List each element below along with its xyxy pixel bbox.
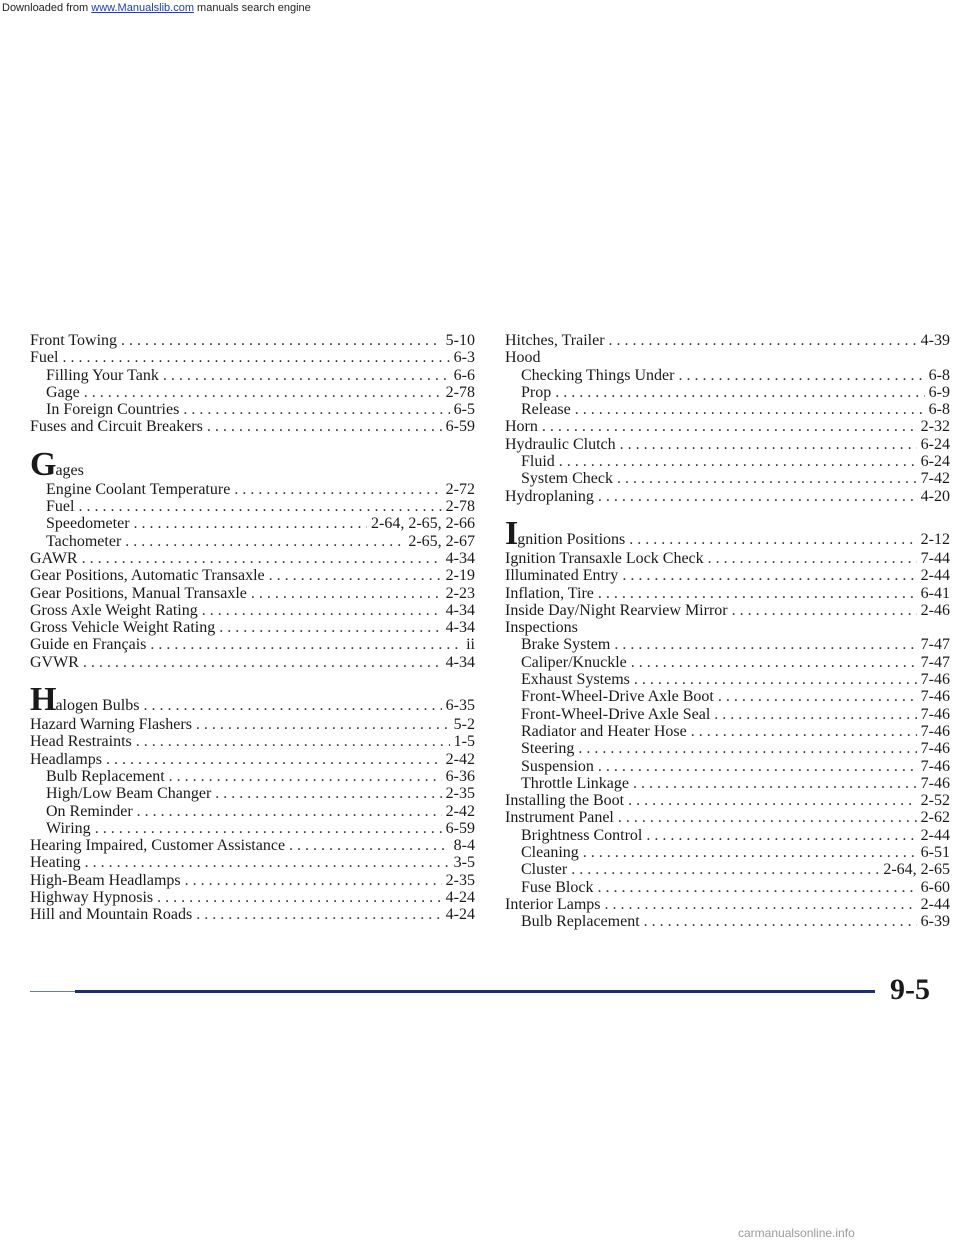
index-entry [505, 567, 950, 584]
leader-dots [202, 602, 442, 619]
index-subentry [505, 913, 950, 930]
index-entry-page: 7-42 [920, 470, 950, 488]
index-entry-page: 2-44 [920, 895, 950, 913]
index-entry-page: 6-36 [445, 767, 475, 785]
index-entry-label: Hydraulic Clutch [505, 435, 616, 453]
leader-dots [157, 889, 442, 906]
index-entry-page: 5-10 [445, 332, 475, 349]
index-entry-label: Installing the Boot [505, 792, 625, 810]
index-letter-h [30, 681, 475, 719]
leader-dots [598, 758, 917, 775]
leader-dots [251, 585, 442, 602]
index-subentry [505, 470, 950, 487]
index-entry [30, 654, 475, 671]
index-entry-page: 2-64, 2-65, 2-66 [371, 515, 475, 533]
index-entry-page: 1-5 [453, 733, 475, 751]
index-entry-page: 7-47 [920, 636, 950, 654]
index-entry-label: Radiator and Heater Hose [521, 722, 687, 740]
index-entry [30, 837, 475, 854]
leader-dots [605, 896, 917, 913]
index-group-h-continued [505, 332, 950, 505]
index-entry-page: 2-52 [920, 792, 950, 810]
index-subentry [505, 367, 950, 384]
leader-dots [629, 531, 916, 549]
index-entry-page: 7-46 [920, 688, 950, 706]
index-letter-i [505, 514, 950, 552]
leader-dots [136, 733, 450, 750]
index-entry-label: Inspections [505, 619, 578, 637]
leader-dots [628, 792, 917, 809]
leader-dots [708, 550, 917, 567]
index-entry-page: 2-42 [445, 802, 475, 820]
index-entry-label: Hearing Impaired, Customer Assistance [30, 837, 286, 855]
index-entry-page: 2-72 [445, 480, 475, 498]
index-entry-label: Hydroplaning [505, 487, 594, 505]
leader-dots [85, 854, 450, 871]
index-entry-label: Gross Axle Weight Rating [30, 601, 198, 619]
index-entry-page: 3-5 [453, 854, 475, 872]
leader-dots [598, 488, 917, 505]
download-banner [0, 0, 960, 16]
leader-dots [82, 550, 442, 567]
index-entry-label: Cleaning [521, 844, 579, 862]
leader-dots [215, 785, 441, 802]
index-entry-page: 2-12 [920, 530, 950, 548]
index-entry-page: 6-6 [453, 366, 475, 384]
index-entry-page: 2-35 [445, 871, 475, 889]
index-entry-label: GVWR [30, 653, 79, 671]
index-entry-page: 2-35 [445, 785, 475, 803]
index-entry-page: 2-78 [445, 383, 475, 401]
leader-dots [617, 470, 917, 487]
index-entry-label: gnition Positions [517, 530, 626, 548]
index-entry-page: 7-47 [920, 653, 950, 671]
index-entry-label: On Reminder [46, 802, 133, 820]
index-entry-page: 2-32 [920, 418, 950, 436]
leader-dots [618, 809, 917, 826]
index-letter-g [30, 445, 475, 483]
index-entry [30, 602, 475, 619]
index-entry-label: Cluster [521, 861, 568, 879]
index-entry [30, 349, 475, 366]
index-entry-label: Gross Vehicle Weight Rating [30, 619, 216, 637]
index-entry [505, 488, 950, 505]
leader-dots [196, 906, 441, 923]
index-entry-page: 7-44 [920, 549, 950, 567]
index-subentry [30, 533, 475, 550]
drop-letter-g: G [30, 445, 56, 483]
leader-dots [622, 567, 916, 584]
index-entry [505, 585, 950, 602]
index-subentry [505, 861, 950, 878]
index-entry [30, 751, 475, 768]
index-entry-label: Hitches, Trailer [505, 332, 605, 349]
leader-dots [578, 740, 916, 757]
index-entry-label: High-Beam Headlamps [30, 871, 181, 889]
index-entry [505, 332, 950, 349]
index-subentry [30, 768, 475, 785]
index-subentry [505, 636, 950, 653]
index-entry-page: 6-24 [920, 453, 950, 471]
index-entry-page: 6-60 [920, 878, 950, 896]
index-entry [505, 792, 950, 809]
leader-dots [691, 723, 917, 740]
index-entry [505, 349, 950, 366]
index-entry-label: Fuses and Circuit Breakers [30, 418, 203, 436]
index-column-right [505, 332, 950, 931]
index-entry-label: Heating [30, 854, 81, 872]
index-entry [30, 619, 475, 636]
index-entry-label: Inside Day/Night Rearview Mirror [505, 601, 728, 619]
index-entry-page: 2-65, 2-67 [408, 532, 475, 550]
index-entry-page: 2-44 [920, 567, 950, 585]
index-entry-page: 7-46 [920, 740, 950, 758]
index-entry [30, 733, 475, 750]
index-entry-page: 4-34 [445, 601, 475, 619]
leader-dots [106, 751, 442, 768]
index-entry [30, 636, 475, 653]
index-entry [30, 567, 475, 584]
index-entry-page: 6-8 [928, 366, 950, 384]
index-entry-label: Fuse Block [521, 878, 594, 896]
leader-dots [718, 688, 917, 705]
index-entry-label: Engine Coolant Temperature [46, 480, 231, 498]
leader-dots [583, 844, 917, 861]
index-subentry [30, 481, 475, 498]
index-entry-label: Interior Lamps [505, 895, 601, 913]
index-entry-label: Gear Positions, Manual Transaxle [30, 584, 247, 602]
index-entry [30, 854, 475, 871]
index-entry-label: Illuminated Entry [505, 567, 619, 585]
banner-prefix: Downloaded from [2, 2, 92, 14]
leader-dots [84, 384, 442, 401]
index-entry-page: 6-59 [445, 418, 475, 436]
index-entry-page: 4-34 [445, 653, 475, 671]
index-entry-label: High/Low Beam Changer [46, 785, 212, 803]
index-entry-page: 4-20 [920, 487, 950, 505]
index-entry-page: 7-46 [920, 774, 950, 792]
leader-dots [234, 481, 441, 498]
leader-dots [78, 498, 441, 515]
index-entry-page: 4-24 [445, 889, 475, 907]
index-subentry [505, 723, 950, 740]
index-entry-page: 7-46 [920, 722, 950, 740]
leader-dots [219, 619, 441, 636]
index-subentry [505, 844, 950, 861]
leader-dots [732, 602, 917, 619]
index-entry-page: 6-8 [928, 401, 950, 419]
index-subentry [505, 688, 950, 705]
index-entry-label: System Check [521, 470, 613, 488]
leader-dots [183, 401, 449, 418]
index-entry-page: 6-3 [453, 349, 475, 367]
index-subentry [505, 384, 950, 401]
index-entry-label: Front Towing [30, 332, 118, 349]
index-entry-page: 6-5 [453, 401, 475, 419]
index-entry-label: Filling Your Tank [46, 366, 159, 384]
index-subentry [30, 803, 475, 820]
index-entry [30, 418, 475, 435]
leader-dots [714, 706, 916, 723]
index-subentry [505, 740, 950, 757]
index-entry-page: 8-4 [453, 837, 475, 855]
index-entry [505, 418, 950, 435]
index-entry-label: Brake System [521, 636, 611, 654]
index-entry [505, 550, 950, 567]
index-entry-label: Exhaust Systems [521, 671, 630, 689]
index-subentry [505, 775, 950, 792]
leader-dots [634, 671, 917, 688]
index-entry-label: Prop [521, 383, 552, 401]
index-entry-label: Bulb Replacement [521, 913, 640, 931]
index-entry-label: Headlamps [30, 750, 102, 768]
index-entry-label: Caliper/Knuckle [521, 653, 627, 671]
leader-dots [633, 775, 917, 792]
leader-dots [598, 585, 917, 602]
index-entry-page: 6-24 [920, 435, 950, 453]
index-entry [30, 585, 475, 602]
index-group-g [30, 481, 475, 671]
index-entry-page: 7-46 [920, 705, 950, 723]
index-entry-label: Hood [505, 349, 541, 367]
index-entry-page: 6-41 [920, 584, 950, 602]
manualslib-link[interactable]: www.Manualslib.com [91, 2, 194, 14]
index-entry-label: Wiring [46, 819, 91, 837]
index-entry [30, 550, 475, 567]
index-entry-label: Release [521, 401, 571, 419]
leader-dots [575, 401, 925, 418]
leader-dots [163, 367, 450, 384]
index-entry-page: 4-34 [445, 619, 475, 637]
leader-dots [185, 872, 442, 889]
index-entry-page: 2-46 [920, 601, 950, 619]
leader-dots [169, 768, 442, 785]
leader-dots [143, 697, 441, 715]
index-entry-label: Front-Wheel-Drive Axle Seal [521, 705, 711, 723]
leader-dots [631, 654, 917, 671]
leader-dots [196, 716, 450, 733]
index-entry-page: 2-23 [445, 584, 475, 602]
index-entry [505, 602, 950, 619]
index-subentry [30, 515, 475, 532]
index-entry-label: Checking Things Under [521, 366, 675, 384]
index-subentry [505, 758, 950, 775]
index-subentry [30, 401, 475, 418]
leader-dots [559, 453, 917, 470]
index-subentry [30, 384, 475, 401]
index-entry-page: 6-51 [920, 844, 950, 862]
leader-dots [609, 332, 917, 349]
index-entry-page: 2-78 [445, 498, 475, 516]
index-entry-page: 4-39 [920, 332, 950, 349]
index-group-h [30, 716, 475, 924]
index-entry-label: Guide en Français [30, 636, 147, 654]
index-entry-label: Fluid [521, 453, 555, 471]
leader-dots [269, 567, 442, 584]
index-entry-label: Horn [505, 418, 538, 436]
leader-dots [555, 384, 924, 401]
leader-dots [207, 418, 442, 435]
index-entry-label: Brightness Control [521, 826, 643, 844]
index-entry-label: Instrument Panel [505, 809, 614, 827]
index-entry-label: Gage [46, 383, 80, 401]
leader-dots [597, 879, 916, 896]
index-entry-page: 4-34 [445, 549, 475, 567]
index-entry-page: 6-59 [445, 819, 475, 837]
index-entry [505, 619, 950, 636]
index-entry-label: GAWR [30, 549, 78, 567]
index-entry-page: 2-62 [920, 809, 950, 827]
index-entry-label: Tachometer [46, 532, 122, 550]
drop-letter-h: H [30, 681, 56, 719]
leader-dots [542, 418, 917, 435]
index-group-i [505, 550, 950, 931]
index-subentry [30, 820, 475, 837]
index-entry-page: 6-35 [445, 697, 475, 715]
index-entry-label: Inflation, Tire [505, 584, 594, 602]
leader-dots [137, 803, 442, 820]
drop-letter-i: I [505, 514, 518, 552]
index-entry-label: In Foreign Countries [46, 401, 180, 419]
index-subentry [30, 367, 475, 384]
index-entry-label: Throttle Linkage [521, 774, 629, 792]
index-entry-label: Hazard Warning Flashers [30, 716, 192, 734]
index-entry-label: alogen Bulbs [55, 697, 140, 715]
leader-dots [134, 515, 367, 532]
leader-dots [646, 827, 916, 844]
index-entry-page: 2-64, 2-65 [883, 861, 950, 879]
leader-dots [644, 913, 917, 930]
index-entry [505, 809, 950, 826]
index-entry-label: Bulb Replacement [46, 767, 165, 785]
leader-dots [614, 636, 916, 653]
index-column-left [30, 332, 475, 924]
index-entry-page: 2-19 [445, 567, 475, 585]
leader-dots [125, 533, 404, 550]
index-entry-label: ages [55, 461, 84, 479]
leader-dots [620, 436, 917, 453]
index-entry [505, 436, 950, 453]
index-entry-label: Suspension [521, 757, 594, 775]
index-entry-label: Ignition Transaxle Lock Check [505, 549, 704, 567]
index-entry-page: 2-44 [920, 826, 950, 844]
index-subentry [505, 654, 950, 671]
index-entry [30, 872, 475, 889]
leader-dots [121, 332, 442, 349]
leader-dots [150, 636, 462, 653]
leader-dots [95, 820, 442, 837]
index-group-f [30, 332, 475, 436]
index-entry-page: 5-2 [453, 716, 475, 734]
index-subentry [505, 827, 950, 844]
index-entry-label: Steering [521, 740, 575, 758]
leader-dots [83, 654, 442, 671]
leader-dots [62, 349, 449, 366]
index-entry-page: 7-46 [920, 757, 950, 775]
leader-dots [678, 367, 924, 384]
banner-suffix: manuals search engine [193, 2, 311, 14]
index-entry-page: 2-42 [445, 750, 475, 768]
index-subentry [505, 453, 950, 470]
index-entry-label: Gear Positions, Automatic Transaxle [30, 567, 265, 585]
index-entry-label: Speedometer [46, 515, 130, 533]
index-entry-page: 4-24 [445, 906, 475, 924]
index-entry [30, 716, 475, 733]
index-subentry [505, 401, 950, 418]
index-entry-label: Fuel [30, 349, 59, 367]
leader-dots [289, 837, 450, 854]
index-entry-page: 6-9 [928, 383, 950, 401]
index-entry [505, 896, 950, 913]
index-entry [30, 889, 475, 906]
index-subentry [505, 671, 950, 688]
index-entry-page: ii [466, 636, 475, 654]
index-entry-label: Highway Hypnosis [30, 889, 154, 907]
footer-rule [75, 990, 875, 993]
leader-dots [571, 861, 879, 878]
index-entry-label: Hill and Mountain Roads [30, 906, 193, 924]
index-subentry [30, 785, 475, 802]
index-entry [30, 906, 475, 923]
index-subentry [505, 706, 950, 723]
page-number: 9-5 [890, 973, 930, 1006]
index-entry [30, 332, 475, 349]
index-entry-label: Fuel [46, 498, 75, 516]
watermark-text: carmanualsonline.info [738, 1226, 855, 1240]
index-entry-page: 7-46 [920, 671, 950, 689]
index-entry-label: Head Restraints [30, 733, 132, 751]
index-subentry [505, 879, 950, 896]
index-entry-page: 6-39 [920, 913, 950, 931]
index-entry-label: Front-Wheel-Drive Axle Boot [521, 688, 714, 706]
index-subentry [30, 498, 475, 515]
